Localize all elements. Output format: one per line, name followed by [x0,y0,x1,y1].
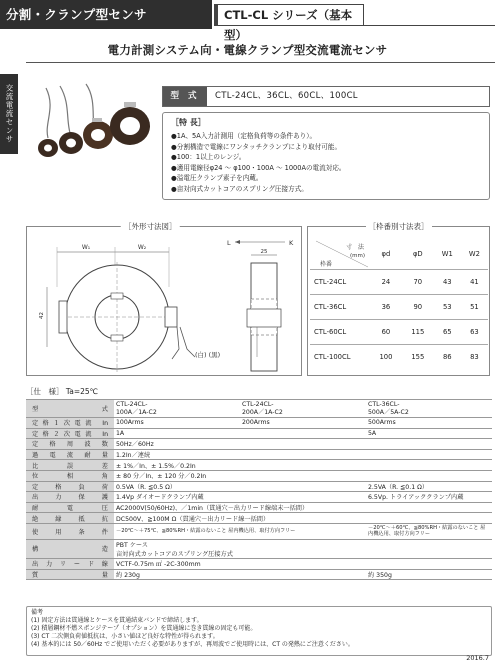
spec-row [26,418,492,429]
k-label: K [289,239,294,247]
spec-cell: 200Arms [240,418,366,429]
size-cell: 24 [370,270,402,295]
spec-cell: －20℃〜＋75℃、≦80%RH・結露のないこと 屋内機込用、取付方向フリー [114,523,366,539]
spec-label: 絶縁抵抗 [26,513,114,524]
footer-date: 2016.7 [466,654,489,662]
w1-label: W₁ [81,244,91,251]
size-cell: 51 [461,295,488,320]
note-item: (2) 積層鋼材不燃スポンジテープ（オプション）を貫通線に巻き貫線の固定も可能。 [31,625,257,632]
size-table-box [307,222,490,376]
d25-label: 25 [260,249,268,255]
spec-cell: 2.5VA（R. ≦0.1 Ω） [366,481,492,492]
spec-row [26,523,492,539]
size-row-name: CTL-36CL [310,295,370,320]
size-cell: 155 [402,345,434,370]
spec-cell: 約 230g [114,569,366,580]
features-title: ［特 長］ [171,118,206,127]
size-header: W2 [468,250,480,258]
size-cell: 43 [434,270,461,295]
note-item: (3) CT 二次側負荷値抵抗は、小さい値ほど良好な特性が得られます。 [31,633,219,640]
spec-label: 比誤差 [26,460,114,471]
spec-cell: PBT ケース 亩対向式カットコアのスプリング圧接方式 [114,539,492,558]
page-title: 電力計測システム向・電線クランプ型交流電流センサ [107,43,388,57]
spec-row [26,481,492,492]
size-table [310,239,488,370]
spec-cell: 0.5VA（R. ≦0.5 Ω） [114,481,366,492]
header-rule [364,25,495,26]
spec-cell: CTL-36CL- 500A／5A-C2 [366,400,492,418]
size-row [310,320,488,345]
spec-cell: 1.2In／連続 [114,449,492,460]
size-cell: 83 [461,345,488,370]
features-box [162,112,490,200]
size-cell: 63 [461,320,488,345]
note-item: (1) 固定方法は貫通線とケースを貫通結束バンドで締結します。 [31,617,203,624]
size-cell: 115 [402,320,434,345]
size-cell: 65 [434,320,461,345]
spec-row [26,539,492,558]
corner-bottom-label: 枠番 [320,261,333,268]
spec-row [26,492,492,503]
w2-label: W₂ [137,244,147,251]
corner-top-label: 寸 法 [346,244,365,251]
spec-row [26,460,492,471]
spec-row [26,449,492,460]
size-table-title: ［枠番別寸法表］ [366,221,432,232]
feature-item: ●分割構造で電線にワンタッチクランプにより取付可能。 [171,142,342,151]
spec-label: 出力リード線 [26,558,114,569]
spec-row [26,513,492,524]
spec-cell: －20℃〜＋60℃、≦80%RH・結露のないこと 屋内機込用、取付方向フリー [366,523,492,539]
size-header: φD [412,250,423,258]
feature-item: ●100：1以上のレンジ。 [171,153,246,161]
spec-cell: CTL-24CL- 100A／1A-C2 [114,400,240,418]
spec-label: 使用条件 [26,523,114,539]
note-item: (4) 基本的には 50／60Hz でご使用いただく必要がありますが、再周波でご使用時には、CT の発熱にご注意ください。 [31,641,354,648]
corner-unit-label: (mm) [350,253,366,259]
spec-cell: 約 350g [366,569,492,580]
corner-divider [314,239,370,269]
spec-cell: CTL-24CL- 200A／1A-C2 [240,400,366,418]
spec-label: 質 量 [26,569,114,580]
spec-label: 型 式 [26,400,114,418]
spec-label: 定格負荷 [26,481,114,492]
spec-cell: 100Arms [114,418,240,429]
spec-cell: 6.5Vp. トライアッククランプ内蔵 [366,492,492,503]
product-photo [26,78,154,166]
notes-title: 備考 [31,609,44,616]
spec-row [26,439,492,450]
category-header: 分割・クランプ型センサ [0,0,212,29]
l-label: L [227,239,231,247]
spec-title: ［仕 様］ Ta=25℃ [26,387,99,396]
spec-cell: 500Arms [366,418,492,429]
spec-label: 定格周波数 [26,439,114,450]
spec-cell: 50Hz／60Hz [114,439,492,450]
dimension-drawing [27,227,303,377]
spec-cell: 1.4Vp ダイオードクランプ内蔵 [114,492,366,503]
size-cell: 100 [370,345,402,370]
model-label: 型 式 [163,87,207,106]
spec-cell: AC2000V(50/60Hz)、／1min（貫通穴－出力リード線端末一括間） [114,502,492,513]
spec-row [26,502,492,513]
spec-label: 耐電圧 [26,502,114,513]
spec-row [26,400,492,418]
size-cell: 41 [461,270,488,295]
spec-cell: DC500V、≧100M Ω（貫通穴－出力リード線一括間） [114,513,492,524]
title-rule [26,62,495,63]
feature-item: ●亩対向式カットコアのスプリング圧接方式。 [171,184,308,193]
size-header: φd [381,250,391,258]
notes-box [26,606,492,656]
spec-label: 過電流耐量 [26,449,114,460]
spec-row [26,569,492,580]
d42-label: 42 [39,312,45,319]
size-row-name: CTL-24CL [310,270,370,295]
size-cell: 86 [434,345,461,370]
size-cell: 90 [402,295,434,320]
dimension-drawing-box [26,222,302,376]
spec-label: 出力保護 [26,492,114,503]
size-header: W1 [441,250,453,258]
spec-label: 構 造 [26,539,114,558]
spec-label: 定格１次電流 In [26,418,114,429]
side-tab: 交流電流センサ [0,74,18,154]
size-row [310,345,488,370]
size-row-name: CTL-60CL [310,320,370,345]
spec-table [26,399,492,580]
size-cell: 70 [402,270,434,295]
feature-item: ●適用電線径φ24 〜 φ100・100A 〜 1000Aの電流対応。 [171,163,346,172]
size-cell: 60 [370,320,402,345]
dimension-title: ［外形寸法図］ [121,221,180,232]
size-row [310,295,488,320]
feature-item: ●溢電圧クランプ素子を内蔵。 [171,174,263,182]
spec-cell: ± 1%／In、± 1.5%／0.2In [114,460,492,471]
size-cell: 36 [370,295,402,320]
spec-row [26,428,492,439]
spec-label: 定格２次電流 In [26,428,114,439]
model-box [162,86,490,107]
spec-cell: ± 80 分／In、± 120 分／0.2In [114,470,492,481]
spec-row [26,558,492,569]
size-row-name: CTL-100CL [310,345,370,370]
spec-cell: 1A [114,428,366,439]
spec-row [26,470,492,481]
feature-item: ●1A、5A入力計測用（定格負荷等の条件あり）。 [171,132,317,140]
size-row [310,270,488,295]
lead-label: (白) (黒) [195,351,221,359]
spec-label: 位相角 [26,470,114,481]
model-value: CTL-24CL、36CL、60CL、100CL [215,91,358,101]
spec-cell: VCTF-0.75m ㎡ -2C-300mm [114,558,492,569]
spec-cell: 5A [366,428,492,439]
size-cell: 53 [434,295,461,320]
series-header: CTL-CL シリーズ（基本型） [214,4,364,26]
